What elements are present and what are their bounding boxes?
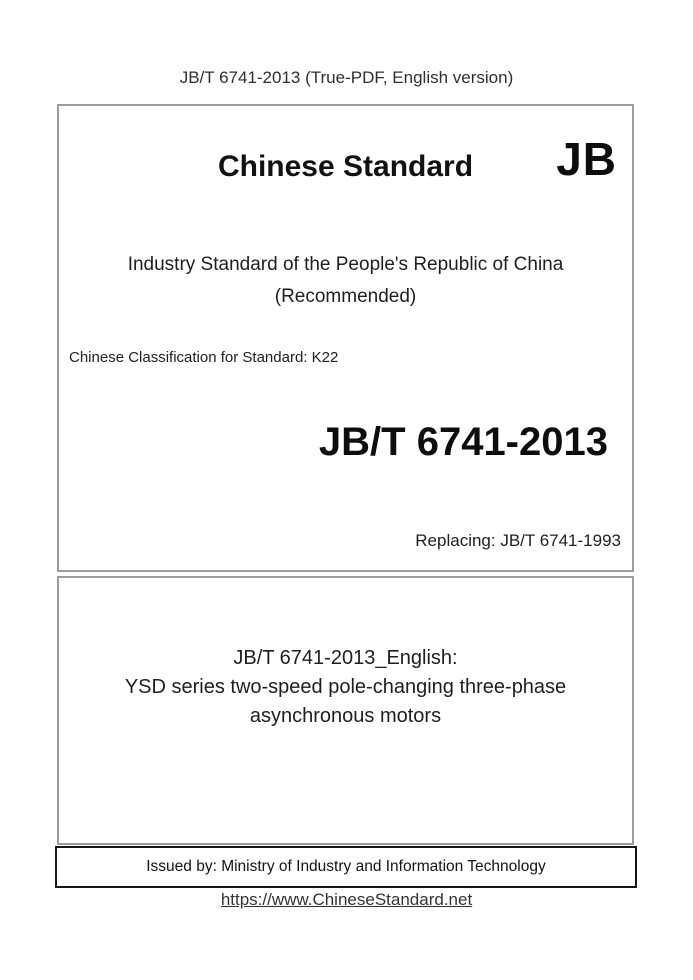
issuer-bar-box [55,846,637,888]
standard-code: JB/T 6741-2013 [318,420,608,464]
cover-main-box [57,104,634,572]
english-title-line-3: asynchronous motors [249,705,442,727]
footer [0,890,693,910]
brand-title: Chinese Standard [217,150,474,183]
standard-type-recommended: (Recommended) [274,286,417,307]
classification-line: Chinese Classification for Standard: K22 [69,349,339,366]
english-title-box [57,576,634,845]
replacing-note: Replacing: JB/T 6741-1993 [415,531,621,550]
english-title-line-2: YSD series two-speed pole-changing three-phase [124,676,567,698]
header-note: JB/T 6741-2013 (True-PDF, English version) [179,68,514,87]
english-title-line-1: JB/T 6741-2013_English: [233,647,458,669]
footer-site-link[interactable]: https://www.ChineseStandard.net [220,890,473,909]
english-title-block [59,644,632,731]
issuer-line: Issued by: Ministry of Industry and Information Technology [146,858,546,875]
standard-body-logo: JB [556,133,617,185]
standard-type-line: Industry Standard of the People's Republic of China [127,254,564,275]
